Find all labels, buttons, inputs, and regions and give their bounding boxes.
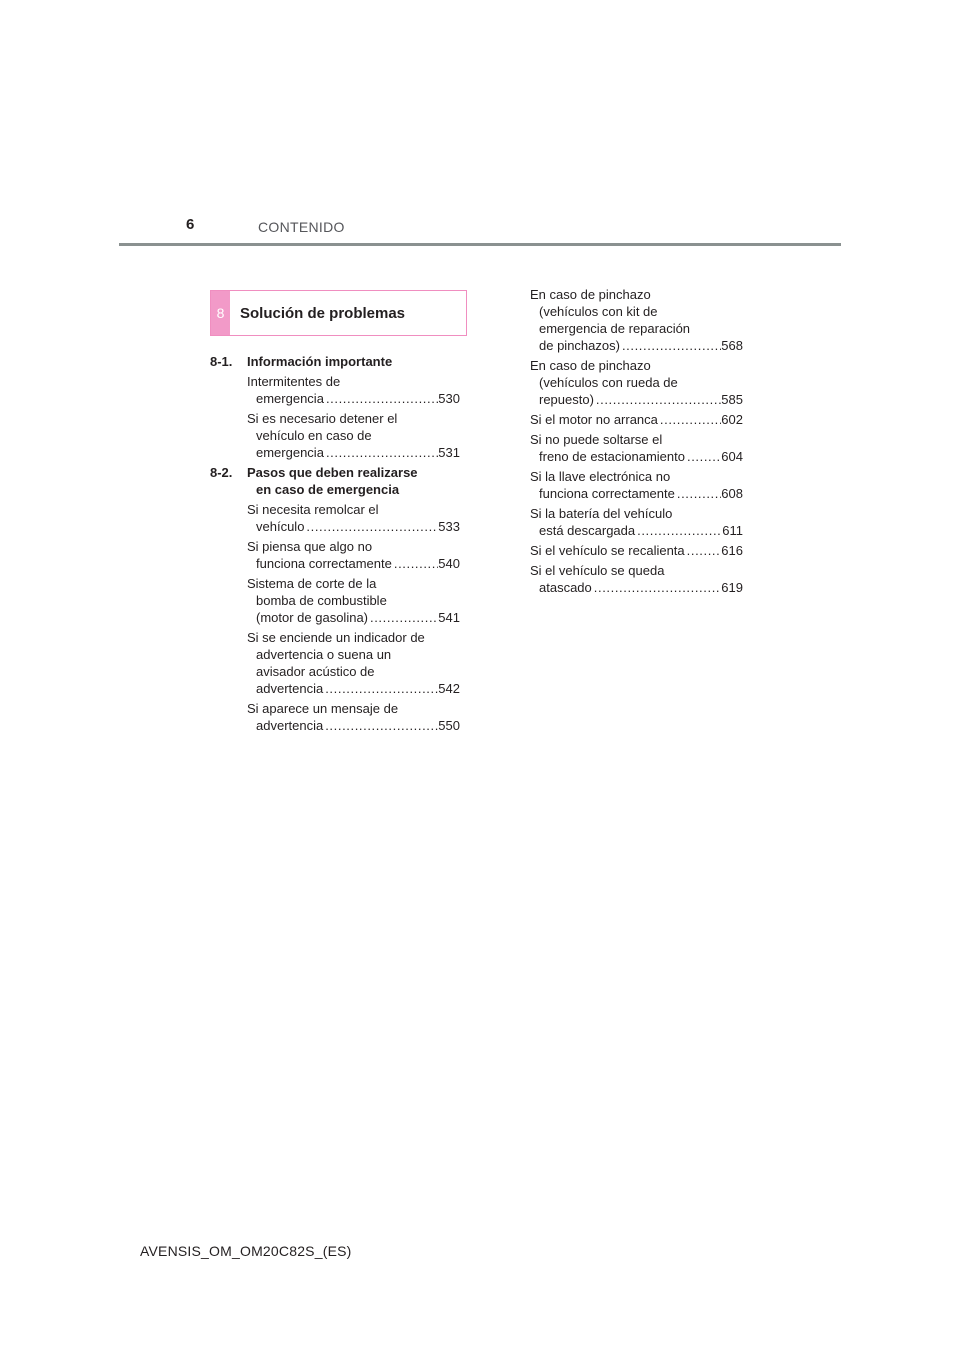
toc-entry-text: advertencia [256,718,324,733]
toc-entry[interactable] [530,286,743,354]
toc-entry[interactable] [530,542,743,559]
toc-entry-page[interactable]: 530 [438,391,460,406]
toc-entry-line: Si el vehículo se queda [530,563,665,578]
toc-group-title-line: Información importante [247,354,393,369]
toc-entry-text: funciona correctamente [256,556,392,571]
toc-entry-last-line [530,579,743,596]
toc-entry-leader [685,448,721,465]
toc-left-column [210,353,460,737]
toc-entry-text: freno de estacionamiento [539,449,685,464]
toc-entry-line: Intermitentes de [247,374,341,389]
toc-entry-line: Si piensa que algo no [247,539,373,554]
toc-entry-last-line [530,391,743,408]
toc-entry-text: (motor de gasolina) [256,610,368,625]
toc-entry[interactable] [530,431,743,465]
toc-entry-page[interactable]: 619 [721,580,743,595]
toc-entry-page[interactable]: 604 [721,449,743,464]
toc-entry-leader [675,485,721,502]
toc-entry-line: avisador acústico de [256,664,375,679]
toc-group-title-line: Pasos que deben realizarse [247,465,418,480]
toc-entry-last-line [530,522,743,539]
toc-entry-text: Si el vehículo se recalienta [530,543,685,558]
toc-entry-leader [324,444,438,461]
toc-entry-leader [368,609,438,626]
toc-entry-page[interactable]: 568 [721,338,743,353]
toc-entry[interactable] [210,700,460,734]
toc-group-number: 8-1. [210,354,233,369]
toc-entry-leader [324,390,438,407]
toc-entry-line: Si aparece un mensaje de [247,701,399,716]
toc-entry-line: Si es necesario detener el [247,411,398,426]
toc-entry[interactable] [530,411,743,428]
toc-entry-text: emergencia [256,391,324,406]
toc-entry[interactable] [210,575,460,626]
toc-right-column [530,286,743,599]
toc-group-heading[interactable] [210,353,460,370]
toc-entry-page[interactable]: 540 [438,556,460,571]
toc-entry-page[interactable]: 550 [438,718,460,733]
toc-entry-line: Si necesita remolcar el [247,502,379,517]
toc-entry-leader [392,555,438,572]
toc-entry-leader [323,717,438,734]
toc-entry-leader [635,522,722,539]
toc-entry-text: repuesto) [539,392,594,407]
toc-entry[interactable] [210,410,460,461]
toc-entry-text: funciona correctamente [539,486,675,501]
toc-entry-page[interactable]: 531 [438,445,460,460]
toc-entry-last-line [247,444,460,461]
toc-entry-text: vehículo [256,519,305,534]
toc-entry-text: emergencia [256,445,324,460]
toc-entry[interactable] [210,538,460,572]
toc-entry[interactable] [530,562,743,596]
toc-entry-page[interactable]: 533 [438,519,460,534]
toc-entry-line: (vehículos con kit de [539,304,658,319]
toc-entry-text: Si el motor no arranca [530,412,658,427]
toc-entry[interactable] [210,373,460,407]
toc-entry-last-line [247,555,460,572]
toc-entry[interactable] [210,629,460,697]
toc-entry-line: vehículo en caso de [256,428,372,443]
toc-entry-line: Si no puede soltarse el [530,432,663,447]
toc-entry-last-line [530,411,743,428]
toc-entry-leader [594,391,721,408]
header-rule [119,243,841,246]
toc-entry-last-line [247,680,460,697]
section-title: Solución de problemas [240,304,406,322]
toc-entry-line: En caso de pinchazo [530,287,651,302]
toc-entry-line: Si se enciende un indicador de [247,630,425,645]
toc-entry-last-line [530,542,743,559]
toc-group-title-line: en caso de emergencia [256,482,400,497]
section-number: 8 [211,291,230,335]
toc-group [210,353,460,461]
toc-entry-page[interactable]: 542 [438,681,460,696]
toc-entry-text: advertencia [256,681,324,696]
toc-entry-text: atascado [539,580,592,595]
toc-entry-line: Si la llave electrónica no [530,469,671,484]
toc-entry-line: bomba de combustible [256,593,387,608]
toc-entry-leader [658,411,721,428]
toc-entry-last-line [530,337,743,354]
toc-group-title [247,353,392,370]
toc-entry[interactable] [530,468,743,502]
toc-entry-page[interactable]: 585 [721,392,743,407]
footer-doc-code: AVENSIS_OM_OM20C82S_(ES) [140,1243,352,1259]
toc-entry-last-line [247,609,460,626]
toc-entry-page[interactable]: 608 [721,486,743,501]
toc-entry-text: está descargada [539,523,636,538]
toc-entry-last-line [247,390,460,407]
toc-entry-line: En caso de pinchazo [530,358,651,373]
page-number: 6 [186,216,195,233]
toc-entry-line: emergencia de reparación [539,321,691,336]
toc-group-heading[interactable] [210,464,460,498]
toc-group-number: 8-2. [210,465,233,480]
toc-entry[interactable] [530,505,743,539]
toc-entry-leader [304,518,438,535]
header-title: CONTENIDO [258,219,345,235]
section-header [210,290,467,336]
toc-entry-last-line [530,485,743,502]
toc-entry-page[interactable]: 541 [438,610,460,625]
toc-entry-last-line [530,448,743,465]
toc-entry-last-line [247,717,460,734]
toc-entry-text: de pinchazos) [539,338,620,353]
toc-entry-line: (vehículos con rueda de [539,375,678,390]
toc-entry[interactable] [530,357,743,408]
toc-entry-last-line [247,518,460,535]
toc-entry-line: advertencia o suena un [256,647,392,662]
toc-entry-leader [323,680,438,697]
toc-entry-line: Sistema de corte de la [247,576,377,591]
toc-entry-leader [685,542,722,559]
toc-group [210,464,460,734]
toc-entry-page[interactable]: 616 [721,543,743,558]
toc-entry-leader [620,337,721,354]
toc-entry-page[interactable]: 611 [722,523,743,538]
toc-group-title [247,464,418,498]
toc-entry-page[interactable]: 602 [721,412,743,427]
toc-entry[interactable] [210,501,460,535]
toc-entry-line: Si la batería del vehículo [530,506,673,521]
toc-entry-leader [592,579,722,596]
